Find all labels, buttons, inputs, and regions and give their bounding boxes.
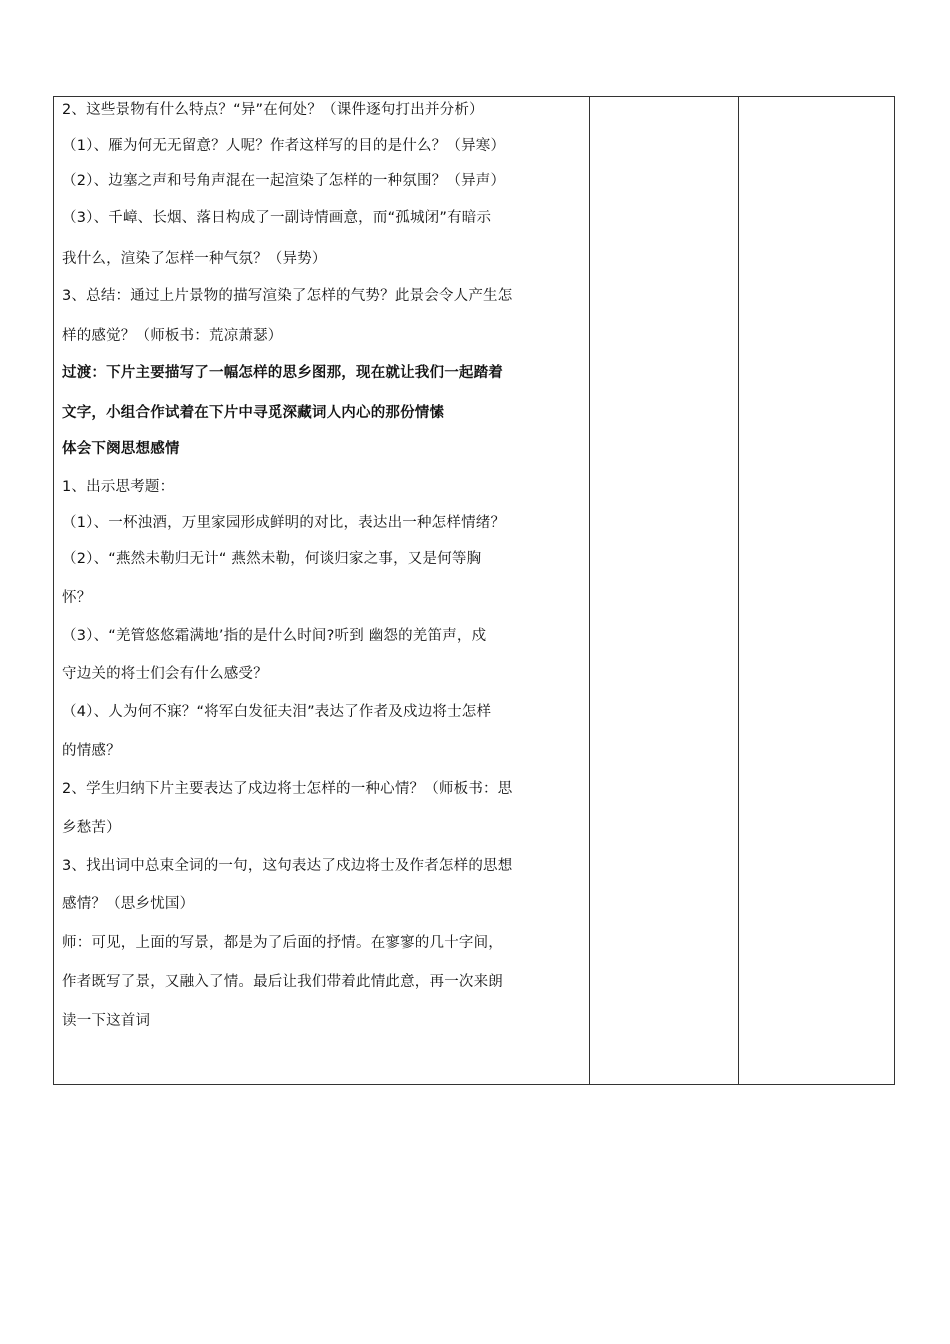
text-line: 怀？ xyxy=(62,590,92,606)
text-line: （4）、人为何不寐？“将军白发征夫泪”表达了作者及戍边将士怎样 xyxy=(62,704,492,720)
transition-line: 过渡：下片主要描写了一幅怎样的思乡图那，现在就让我们一起踏着 xyxy=(62,365,503,381)
text-line: （3）、千嶂、长烟、落日构成了一副诗情画意，而“孤城闭”有暗示 xyxy=(62,210,492,226)
text-line: （2）、“燕然未勒归无计“ 燕然未勒，何谈归家之事，又是何等胸 xyxy=(62,551,482,567)
text-line: 我什么，渲染了怎样一种气氛？（异势） xyxy=(62,251,327,267)
middle-empty-cell xyxy=(590,97,739,1084)
transition-line: 文字，小组合作试着在下片中寻觅深藏词人内心的那份情愫 xyxy=(62,405,445,421)
text-line: 样的感觉？（师板书：荒凉萧瑟） xyxy=(62,328,283,344)
section-heading: 体会下阕思想感情 xyxy=(62,441,180,457)
text-line: 读一下这首词 xyxy=(62,1013,151,1029)
text-line: 2、这些景物有什么特点？“异”在何处？（课件逐句打出并分析） xyxy=(62,102,484,118)
text-line: 1、出示思考题： xyxy=(62,479,175,495)
text-line: 的情感？ xyxy=(62,743,121,759)
text-line: 2、学生归纳下片主要表达了戍边将士怎样的一种心情？（师板书：思 xyxy=(62,781,513,797)
text-line: （1）、一杯浊酒，万里家园形成鲜明的对比，表达出一种怎样情绪？ xyxy=(62,515,506,531)
text-line: （2）、边塞之声和号角声混在一起渲染了怎样的一种氛围？（异声） xyxy=(62,173,506,189)
text-line: 感情？（思乡忧国） xyxy=(62,896,195,912)
text-line: 师：可见，上面的写景，都是为了后面的抒情。在寥寥的几十字间， xyxy=(62,935,503,951)
text-line: 作者既写了景，又融入了情。最后让我们带着此情此意，再一次来朗 xyxy=(62,974,503,990)
text-line: （3）、“羌管悠悠霜满地’指的是什么时间?听到 幽怨的羌笛声，戍 xyxy=(62,628,487,644)
text-line: 3、找出词中总束全词的一句，这句表达了戍边将士及作者怎样的思想 xyxy=(62,858,513,874)
right-empty-cell xyxy=(739,97,894,1084)
text-line: 3、总结：通过上片景物的描写渲染了怎样的气势？此景会令人产生怎 xyxy=(62,288,513,304)
lesson-plan-table xyxy=(53,96,895,1085)
main-content-cell xyxy=(54,97,590,1084)
text-line: 守边关的将士们会有什么感受？ xyxy=(62,666,268,682)
text-line: 乡愁苦） xyxy=(62,820,121,836)
text-line: （1）、雁为何无无留意？人呢？作者这样写的目的是什么？（异寒） xyxy=(62,138,506,154)
